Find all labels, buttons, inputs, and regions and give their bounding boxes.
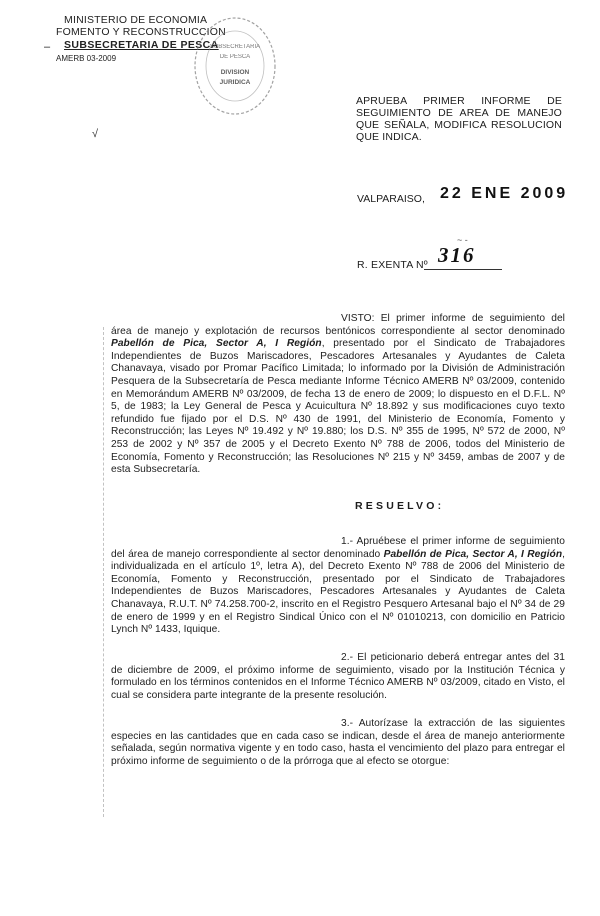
date-stamp: 22 ENE 2009 bbox=[440, 185, 569, 202]
resolution-summary: APRUEBA PRIMER INFORME DE SEGUIMIENTO DE AREA DE MANEJO QUE SEÑALA, MODIFICA RESOLUCION QUE INDICA. bbox=[356, 95, 562, 143]
resolution-article-3: 3.- Autorízase la extracción de las siguientes especies en las cantidades que en cada caso se indican, desde el área de manejo anteriormente señalada, según normativa vigente y en todo caso, hasta el vencimiento del plazo para entregar el próximo informe de seguimiento o de la prórroga que al efecto se otorgue: bbox=[111, 718, 565, 767]
visto-lead: VISTO: El primer informe de seguimiento del área de manejo y explotación de recursos bentónicos correspondiente al sector denominado bbox=[111, 313, 565, 337]
visto-sector-name: Pabellón de Pica, Sector A, I Región bbox=[111, 338, 322, 350]
margin-dash-mark: – bbox=[44, 41, 51, 53]
article-1-rest: , individualizada en el artículo 1º, letra A), del Decreto Exento Nº 788 de 2006 del Ministerio de Economía, Fomento y Reconstrucción, presentado por el Sindicato de Trabajadores Independientes de Buzos Mariscadores, Pescadores Artesanales y Ayudantes de Caleta Chanavaya, R.U.T. Nº 74.258.700-2, inscrito en el Registro Pesquero Artesanal bajo el Nº 34 de 29 de enero de 1999 y en el Registro Sindical Único con el Nº 01010213, con domicilio en Patricio Lynch Nº 1433, Iquique. bbox=[111, 548, 565, 636]
seal-text-2: DE PESCA bbox=[219, 54, 251, 60]
seal-text-3: DIVISION bbox=[220, 69, 250, 76]
exenta-handwritten-mark: ~ - bbox=[457, 235, 468, 245]
letterhead-ministry: MINISTERIO DE ECONOMIA bbox=[64, 14, 208, 26]
handwritten-check-mark: √ bbox=[92, 128, 99, 140]
seal-text-1: SUBSECRETARIA bbox=[209, 44, 261, 50]
article-1-lead: 1.- Apruébese el primer informe de seguimiento del área de manejo correspondiente al sector denominado bbox=[111, 536, 565, 560]
exenta-number: 316 bbox=[438, 243, 476, 267]
exenta-underline bbox=[424, 269, 502, 270]
visto-paragraph bbox=[111, 313, 565, 477]
scan-margin-rule bbox=[103, 327, 104, 817]
visto-rest: , presentado por el Sindicato de Trabajadores Independientes de Buzos Mariscadores, Pescadores Artesanales y Ayudantes de Caleta Chanavaya, visado por Promar Pacífico Limitada; lo informado por la División de Administración Pesquera de la Subsecretaría de Pesca mediante Informe Técnico AMERB Nº 03/2009, contenido en Memorándum AMERB Nº 03/2009, de fecha 13 de enero de 2009; lo dispuesto en el D.F.L. Nº 5, de 1983; la Ley General de Pesca y Acuicultura Nº 18.892 y sus modificaciones cuyo texto refundido fue fijado por el D.S. Nº 430 de 1991, del Ministerio de Economía, Fomento y Reconstrucción; las Leyes Nº 19.492 y Nº 19.880; los D.S. Nº 355 de 1995, Nº 572 de 2000, Nº 253 de 2002 y Nº 357 de 2005 y el Decreto Exento Nº 788 de 2006, todos del Ministerio de Economía, Fomento y Reconstrucción; las Resoluciones Nº 215 y Nº 3459, ambas de 2007 y de esta Subsecretaría. bbox=[111, 338, 565, 476]
resuelvo-heading: RESUELVO: bbox=[355, 500, 445, 512]
resolution-article-2: 2.- El peticionario deberá entregar antes del 31 de diciembre de 2009, el próximo informe de seguimiento, visado por la Institución Técnica y formulado en los términos contenidos en el Informe Técnico AMERB Nº 03/2009, citado en Visto, el cual se considera parte integrante de la presente resolución. bbox=[111, 652, 565, 701]
official-seal-stamp bbox=[190, 12, 280, 120]
exenta-label: R. EXENTA Nº bbox=[357, 259, 428, 271]
letterhead-reference: AMERB 03-2009 bbox=[56, 54, 117, 63]
place-label: VALPARAISO, bbox=[357, 193, 425, 205]
resolution-article-1 bbox=[111, 536, 565, 637]
letterhead-subsecretaria: SUBSECRETARIA DE PESCA bbox=[64, 39, 219, 51]
letterhead-ministry-continued: FOMENTO Y RECONSTRUCCION bbox=[56, 26, 226, 38]
seal-text-4: JURIDICA bbox=[219, 79, 251, 86]
article-1-sector-name: Pabellón de Pica, Sector A, I Región bbox=[383, 548, 563, 560]
